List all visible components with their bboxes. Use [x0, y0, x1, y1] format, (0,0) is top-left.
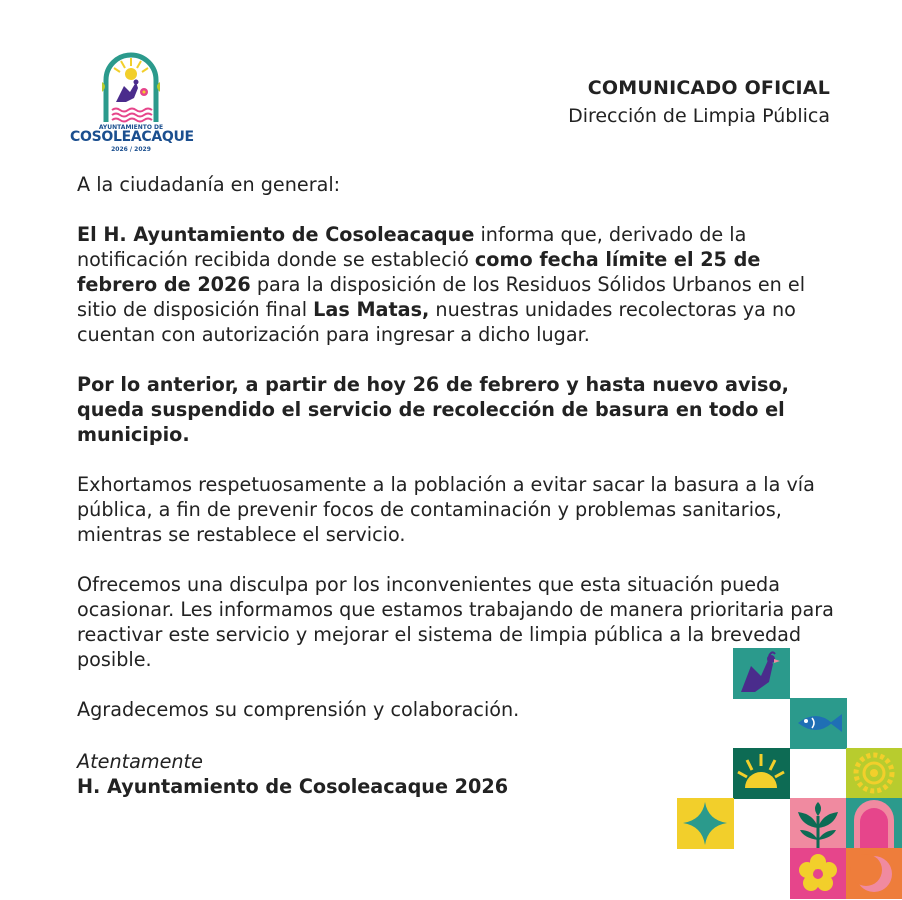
greeting: A la ciudadanía en general: — [77, 173, 341, 196]
document-title: COMUNICADO OFICIAL — [587, 77, 830, 99]
paragraph-request: Exhortamos respetuosamente a la población a evitar sacar la basura a la vía pública, a fin de prevenir focos de contaminación y problemas sanitarios, mientras se restablece el servicio. — [77, 473, 815, 546]
plant-icon — [790, 798, 847, 849]
letter-body — [77, 172, 847, 799]
signature: H. Ayuntamiento de Cosoleacaque 2026 — [77, 775, 509, 798]
closing: Atentamente — [77, 750, 203, 773]
notice-bold-2: como fecha límite el 25 de febrero de 2026 — [77, 248, 761, 296]
municipal-logo — [70, 52, 192, 154]
sunflower-icon — [846, 748, 902, 799]
arch-icon — [846, 798, 902, 849]
notice-bold-3: Las Matas, — [313, 298, 430, 321]
paragraph-apology: Ofrecemos una disculpa por los inconvenientes que esta situación pueda ocasionar. Les informamos que estamos trabajando de manera prioritaria para reactivar este servicio y mejorar el sistema de limpia pública a la brevedad posible. — [77, 573, 834, 671]
notice-text-1: informa que, derivado de la notificación recibida donde se estableció — [77, 223, 747, 271]
flower-icon — [790, 848, 847, 899]
logo-years: 2026 / 2029 — [111, 146, 151, 153]
star-icon — [677, 798, 734, 849]
notice-text-3: nuestras unidades recolectoras ya no cuentan con autorización para ingresar a dicho lugar. — [77, 298, 796, 346]
logo-caption: AYUNTAMIENTO DE — [98, 124, 164, 131]
document-subtitle: Dirección de Limpia Pública — [568, 105, 830, 127]
paragraph-notice — [77, 222, 847, 347]
notice-text-2: para la disposición de los Residuos Sólidos Urbanos en el sitio de disposición final — [77, 273, 806, 321]
paragraph-suspension — [77, 372, 847, 447]
notice-bold-1: El H. Ayuntamiento de Cosoleacaque — [77, 223, 475, 246]
suspension-text: Por lo anterior, a partir de hoy 26 de febrero y hasta nuevo aviso, queda suspendido el servicio de recolección de basura en todo el municipio. — [77, 373, 789, 446]
paragraph-thanks: Agradecemos su comprensión y colaboración. — [77, 698, 520, 721]
moon-icon — [846, 848, 902, 899]
document-header — [568, 77, 830, 127]
logo-name: COSOLEACAQUE — [70, 129, 194, 145]
logo-emblem-icon — [100, 52, 162, 124]
